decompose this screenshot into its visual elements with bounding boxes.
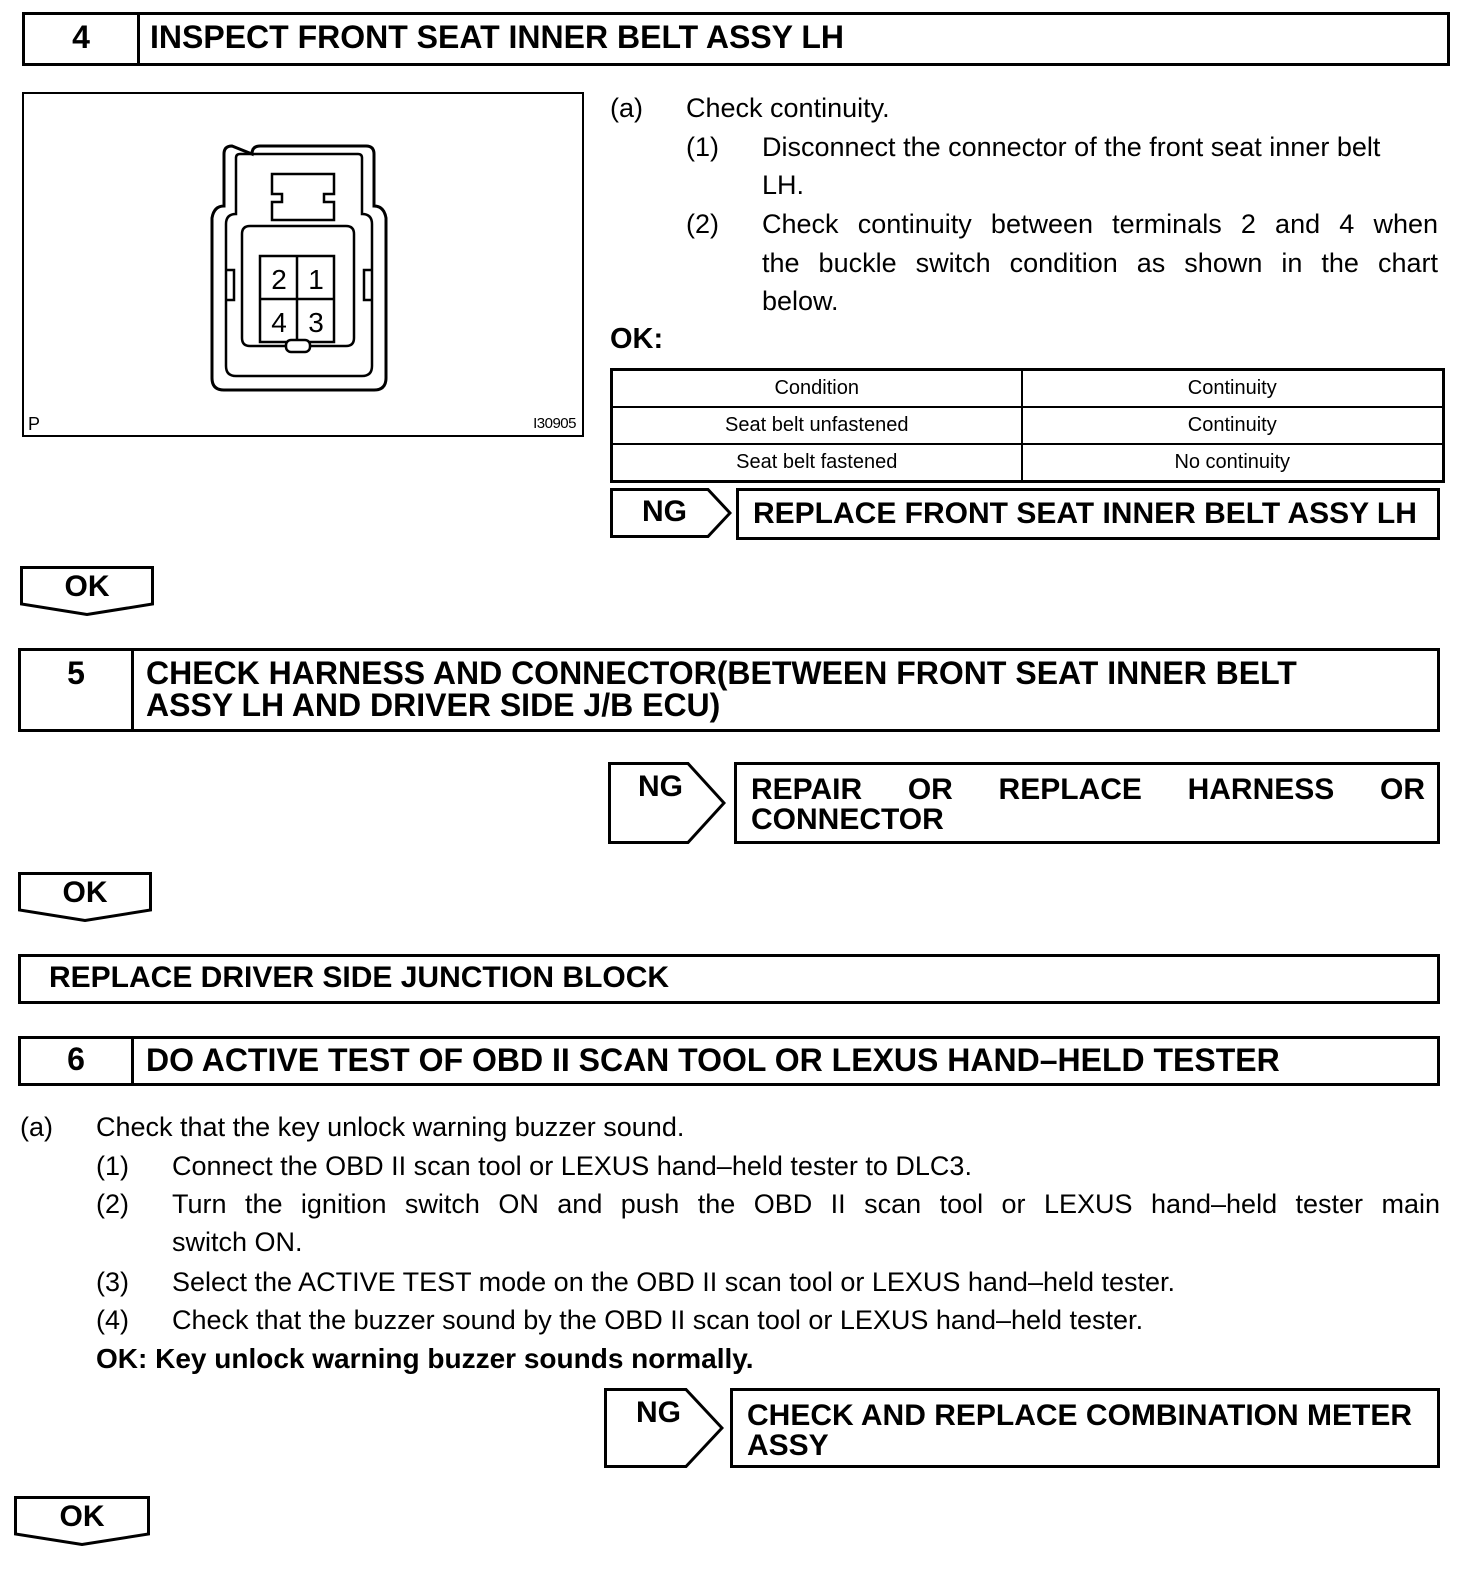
- step5-ok-tab: [18, 872, 152, 922]
- step4-ng-arrow: [610, 488, 732, 538]
- step4-sub2-label: (2): [686, 209, 719, 239]
- step6-ng-action-line2: ASSY: [747, 1429, 829, 1462]
- step4-title: INSPECT FRONT SEAT INNER BELT ASSY LH: [150, 19, 844, 55]
- step5-title-line1: CHECK HARNESS AND CONNECTOR(BETWEEN FRONT SEAT INNER BELT: [146, 655, 1297, 691]
- step6-sub1-text: Connect the OBD II scan tool or LEXUS hand–held tester to DLC3.: [172, 1151, 972, 1181]
- step6-sub2-line1: Turn the ignition switch ON and push the OBD II scan tool or LEXUS hand–held tester main: [172, 1189, 1440, 1219]
- step4-number: 4: [25, 15, 140, 63]
- step5-ng-word: OR: [1380, 773, 1425, 806]
- step5-ng-action-line2: CONNECTOR: [751, 803, 944, 836]
- continuity-table: [610, 368, 1445, 483]
- figure-corner-letter: P: [28, 414, 41, 434]
- table-cell: Continuity: [1022, 407, 1444, 444]
- table-header: Condition: [612, 370, 1022, 408]
- step5-ng-word: REPLACE: [998, 773, 1142, 806]
- step6-ok-statement: OK: Key unlock warning buzzer sounds normally.: [96, 1343, 754, 1374]
- step5-title: [134, 651, 1297, 729]
- step4-ng-action: REPLACE FRONT SEAT INNER BELT ASSY LH: [736, 488, 1440, 540]
- step6-sub2-label: (2): [96, 1189, 129, 1219]
- table-cell: No continuity: [1022, 444, 1444, 482]
- pin-1-label: 1: [308, 264, 324, 295]
- step4-ng-label: NG: [642, 495, 687, 528]
- step6-sub3-label: (3): [96, 1267, 129, 1297]
- step4-sub1-line2: LH.: [762, 170, 805, 200]
- replace-junction-block-text: REPLACE DRIVER SIDE JUNCTION BLOCK: [49, 961, 670, 994]
- step6-ok-tab: [14, 1496, 150, 1546]
- table-row: [612, 444, 1444, 482]
- table-header: Continuity: [1022, 370, 1444, 408]
- step6-number: 6: [21, 1039, 134, 1083]
- step5-ng-word: OR: [907, 773, 953, 806]
- step4-ok-tab: [20, 566, 154, 616]
- step4-a-label: (a): [610, 93, 643, 123]
- pin-2-label: 2: [271, 264, 287, 295]
- step4-sub1-line1: Disconnect the connector of the front seat inner belt: [762, 132, 1381, 162]
- step6-header: [18, 1036, 1440, 1086]
- step5-number: 5: [21, 651, 134, 729]
- step6-sub2-line2: switch ON.: [172, 1227, 303, 1257]
- step5-ng-arrow: [608, 762, 726, 844]
- step6-sub1-label: (1): [96, 1151, 129, 1181]
- replace-junction-block: [18, 954, 1440, 1004]
- step5-ng-word: HARNESS: [1187, 773, 1335, 806]
- step4-header: [22, 12, 1450, 66]
- step6-a-label: (a): [20, 1112, 53, 1142]
- step5-ng-action: [734, 762, 1440, 844]
- step4-sub2-line1: Check continuity between terminals 2 and 4 when: [762, 209, 1438, 239]
- step6-sub3-text: Select the ACTIVE TEST mode on the OBD II scan tool or LEXUS hand–held tester.: [172, 1267, 1176, 1297]
- step6-sub4-text: Check that the buzzer sound by the OBD II scan tool or LEXUS hand–held tester.: [172, 1305, 1144, 1335]
- step5-header: [18, 648, 1440, 732]
- table-cell: Seat belt fastened: [612, 444, 1022, 482]
- connector-figure: [22, 92, 584, 437]
- figure-id: I30905: [533, 415, 576, 432]
- step6-a-text: Check that the key unlock warning buzzer sound.: [96, 1112, 685, 1142]
- step5-ng-action-line1: [751, 775, 1425, 805]
- step6-ok-text: OK: [59, 1500, 105, 1533]
- step5-title-line2: ASSY LH AND DRIVER SIDE J/B ECU): [146, 687, 721, 723]
- table-cell: Seat belt unfastened: [612, 407, 1022, 444]
- step5-ok-text: OK: [62, 876, 108, 909]
- step6-sub4-label: (4): [96, 1305, 129, 1335]
- step4-ok-label: OK:: [610, 323, 664, 355]
- table-row: [612, 407, 1444, 444]
- step5-ng-word: REPAIR: [751, 773, 863, 806]
- step4-sub2-line2: the buckle switch condition as shown in the chart: [762, 248, 1438, 278]
- step6-title: DO ACTIVE TEST OF OBD II SCAN TOOL OR LEXUS HAND–HELD TESTER: [146, 1042, 1280, 1078]
- step5-ng-label: NG: [638, 770, 683, 803]
- step4-sub1-label: (1): [686, 132, 719, 162]
- step4-sub2-line3: below.: [762, 286, 839, 316]
- step6-ng-arrow: [604, 1388, 724, 1468]
- step4-a-text: Check continuity.: [686, 93, 890, 123]
- connector-diagram: [24, 94, 582, 435]
- step6-ng-action: [730, 1388, 1440, 1468]
- pin-3-label: 3: [308, 307, 324, 338]
- step6-ng-label: NG: [636, 1396, 681, 1429]
- pin-4-label: 4: [271, 307, 287, 338]
- step6-ng-action-line1: CHECK AND REPLACE COMBINATION METER: [747, 1399, 1412, 1432]
- step4-ok-text: OK: [64, 570, 110, 603]
- table-header-row: [612, 370, 1444, 408]
